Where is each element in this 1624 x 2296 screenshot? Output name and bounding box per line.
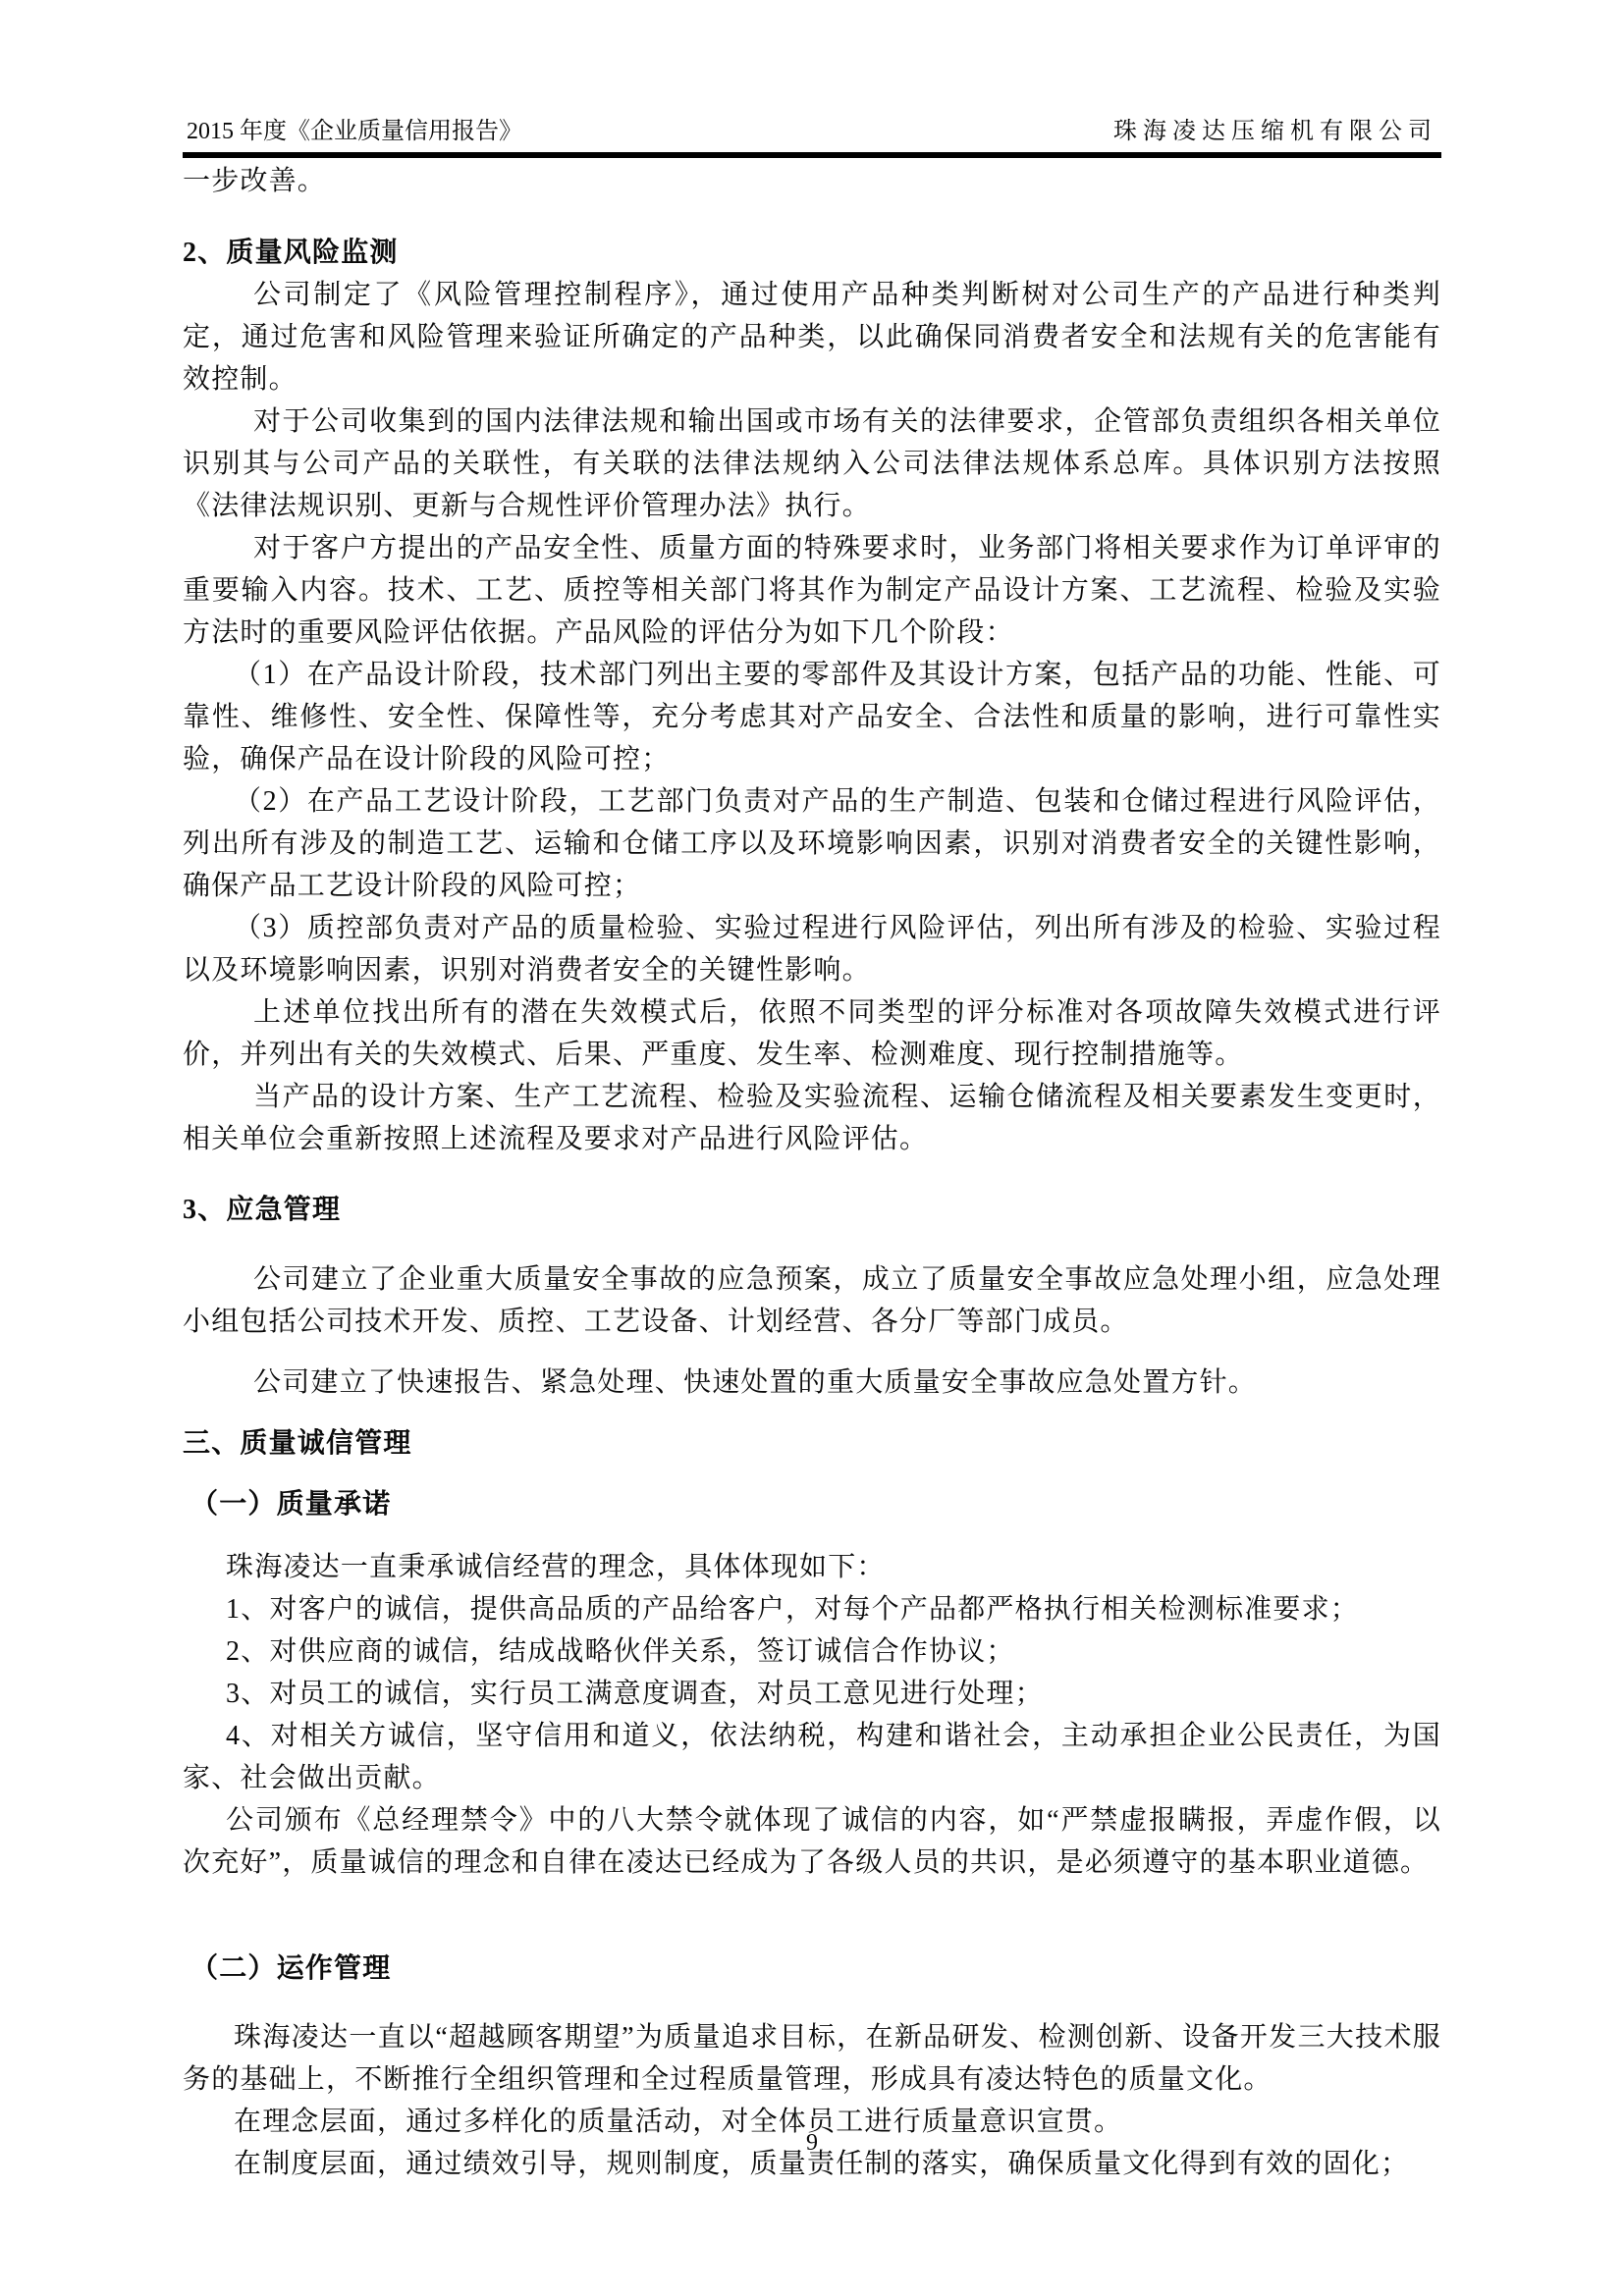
chapter-heading-quality-integrity: 三、质量诚信管理 [183, 1428, 412, 1459]
body-paragraph: 上述单位找出所有的潜在失效模式后，依照不同类型的评分标准对各项故障失效模式进行评价，并列出有关的失效模式、后果、严重度、发生率、检测难度、现行控制措施等。 [183, 997, 1441, 1070]
page-content [183, 0, 1441, 2185]
running-header [183, 116, 1441, 152]
header-rule [183, 152, 1441, 158]
subsection-heading-quality-commitment: （一）质量承诺 [190, 1489, 392, 1520]
header-company-name: 珠海凌达压缩机有限公司 [1113, 119, 1437, 144]
list-item-stakeholders: 4、对相关方诚信，坚守信用和道义，依法纳税，构建和谐社会，主动承担企业公民责任，为国家、社会做出贡献。 [183, 1721, 1441, 1793]
body-paragraph: 珠海凌达一直以“超越顾客期望”为质量追求目标，在新品研发、检测创新、设备开发三大技术服务的基础上，不断推行全组织管理和全过程质量管理，形成具有凌达特色的质量文化。 [183, 2022, 1441, 2095]
body-paragraph: 当产品的设计方案、生产工艺流程、检验及实验流程、运输仓储流程及相关要素发生变更时，相关单位会重新按照上述流程及要求对产品进行风险评估。 [183, 1082, 1441, 1154]
list-item-employees: 3、对员工的诚信，实行员工满意度调查，对员工意见进行处理； [226, 1679, 1044, 1709]
header-report-title: 2015 年度《企业质量信用报告》 [187, 119, 522, 144]
numbered-item-1: （1）在产品设计阶段，技术部门列出主要的零部件及其设计方案，包括产品的功能、性能、可靠性、维修性、安全性、保障性等，充分考虑其对产品安全、合法性和质量的影响，进行可靠性实验，确保产品在设计阶段的风险可控； [183, 660, 1441, 774]
body-paragraph: 在制度层面，通过绩效引导，规则制度，质量责任制的落实，确保质量文化得到有效的固化； [234, 2149, 1410, 2179]
body-paragraph: 公司制定了《风险管理控制程序》，通过使用产品种类判断树对公司生产的产品进行种类判定，通过危害和风险管理来验证所确定的产品种类，以此确保同消费者安全和法规有关的危害能有效控制。 [183, 280, 1441, 395]
list-item-customers: 1、对客户的诚信，提供高品质的产品给客户，对每个产品都严格执行相关检测标准要求； [226, 1594, 1360, 1625]
body-paragraph: 对于客户方提出的产品安全性、质量方面的特殊要求时，业务部门将相关要求作为订单评审的重要输入内容。技术、工艺、质控等相关部门将其作为制定产品设计方案、工艺流程、检验及实验方法时的重要风险评估依据。产品风险的评估分为如下几个阶段： [183, 533, 1441, 648]
body-paragraph: 对于公司收集到的国内法律法规和输出国或市场有关的法律要求，企管部负责组织各相关单位识别其与公司产品的关联性，有关联的法律法规纳入公司法律法规体系总库。具体识别方法按照《法律法规识别、更新与合规性评价管理办法》执行。 [183, 406, 1441, 521]
body-paragraph: 珠海凌达一直秉承诚信经营的理念，具体体现如下： [226, 1552, 886, 1582]
section-heading-risk-monitoring: 2、质量风险监测 [183, 238, 399, 268]
body-paragraph: 公司建立了企业重大质量安全事故的应急预案，成立了质量安全事故应急处理小组，应急处理小组包括公司技术开发、质控、工艺设备、计划经营、各分厂等部门成员。 [183, 1264, 1441, 1337]
numbered-item-3: （3）质控部负责对产品的质量检验、实验过程进行风险评估，列出所有涉及的检验、实验过程以及环境影响因素，识别对消费者安全的关键性影响。 [183, 913, 1441, 986]
page-number: 9 [806, 2130, 818, 2156]
body-paragraph: 公司颁布《总经理禁令》中的八大禁令就体现了诚信的内容，如“严禁虚报瞒报，弄虚作假，以次充好”，质量诚信的理念和自律在凌达已经成为了各级人员的共识，是必须遵守的基本职业道德。 [183, 1805, 1441, 1878]
list-item-suppliers: 2、对供应商的诚信，结成战略伙伴关系，签订诚信合作协议； [226, 1636, 1015, 1667]
body-paragraph: 公司建立了快速报告、紧急处理、快速处置的重大质量安全事故应急处置方针。 [253, 1367, 1258, 1398]
section-heading-emergency-management: 3、应急管理 [183, 1195, 342, 1225]
subsection-heading-operations-management: （二）运作管理 [190, 1953, 392, 1984]
numbered-item-2: （2）在产品工艺设计阶段，工艺部门负责对产品的生产制造、包装和仓储过程进行风险评估，列出所有涉及的制造工艺、运输和仓储工序以及环境影响因素，识别对消费者安全的关键性影响，确保产品工艺设计阶段的风险可控； [183, 786, 1441, 901]
body-paragraph: 在理念层面，通过多样化的质量活动，对全体员工进行质量意识宣贯。 [234, 2107, 1123, 2137]
document-body [183, 160, 1441, 2185]
body-paragraph: 一步改善。 [183, 166, 327, 196]
